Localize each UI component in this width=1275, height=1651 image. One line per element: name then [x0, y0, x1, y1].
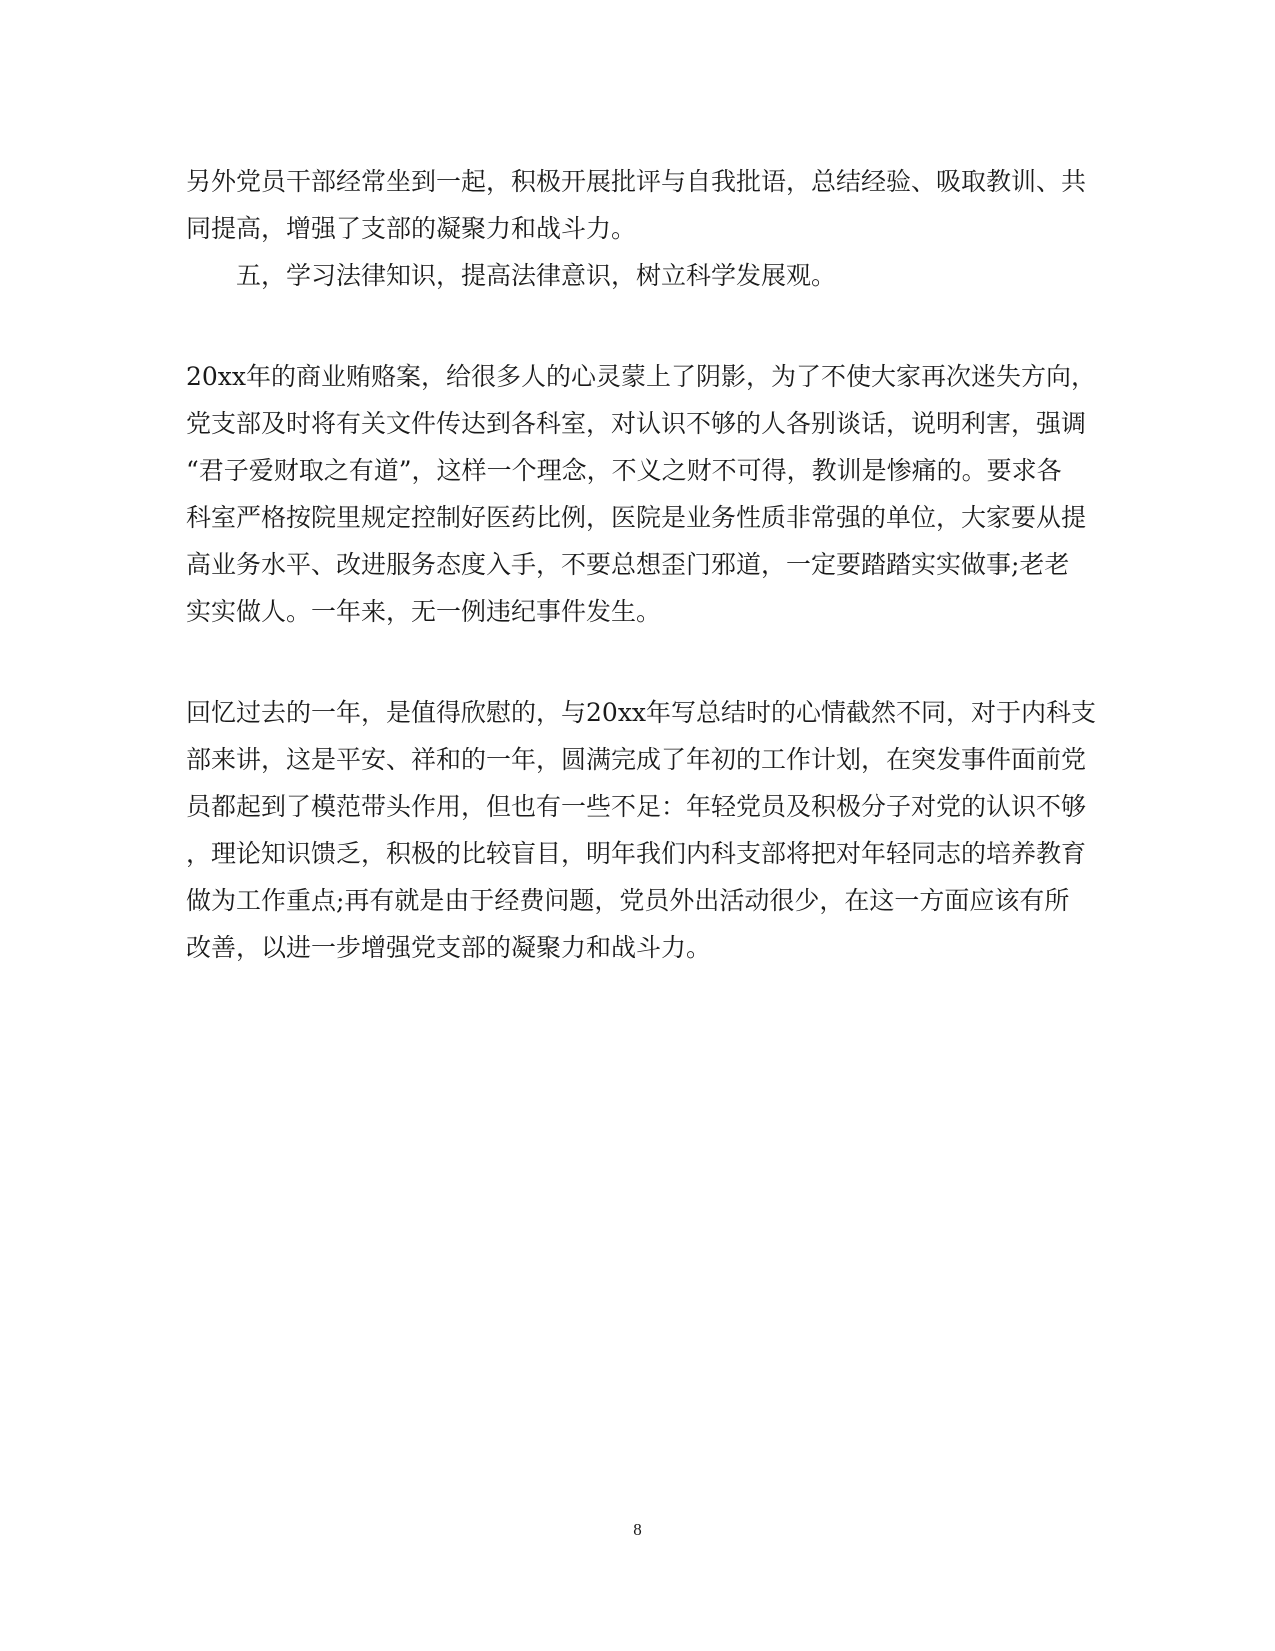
- document-body: [186, 158, 1097, 971]
- paragraph-gap: [186, 299, 1086, 353]
- paragraph-line: 做为工作重点;再有就是由于经费问题，党员外出活动很少，在这一方面应该有所: [186, 886, 1070, 915]
- paragraph-line: 高业务水平、改进服务态度入手，不要总想歪门邪道，一定要踏踏实实做事;老老: [186, 550, 1070, 579]
- paragraph-line: ，理论知识馈乏，积极的比较盲目，明年我们内科支部将把对年轻同志的培养教育: [186, 839, 1087, 868]
- section-heading: 五，学习法律知识，提高法律意识，树立科学发展观。: [236, 261, 837, 290]
- paragraph-line: 部来讲，这是平安、祥和的一年，圆满完成了年初的工作计划，在突发事件面前党: [186, 745, 1087, 774]
- paragraph-line: 20xx年的商业贿赂案，给很多人的心灵蒙上了阴影，为了不使大家再次迷失方向，: [186, 362, 1097, 391]
- paragraph-line: 同提高，增强了支部的凝聚力和战斗力。: [186, 214, 637, 243]
- paragraph-gap: [186, 635, 1086, 689]
- page-number: 8: [633, 1520, 642, 1539]
- paragraph-line: 另外党员干部经常坐到一起，积极开展批评与自我批语，总结经验、吸取教训、共: [186, 167, 1087, 196]
- paragraph-bribery-case: [186, 353, 1097, 635]
- paragraph-line: 实实做人。一年来，无一例违纪事件发生。: [186, 597, 662, 626]
- paragraph-line: “君子爱财取之有道”，这样一个理念，不义之财不可得，教训是惨痛的。要求各: [186, 456, 1062, 485]
- section-heading-five: [186, 252, 1086, 299]
- paragraph-year-review: [186, 689, 1097, 971]
- paragraph-line: 员都起到了模范带头作用，但也有一些不足：年轻党员及积极分子对党的认识不够: [186, 792, 1087, 821]
- paragraph-line: 党支部及时将有关文件传达到各科室，对认识不够的人各别谈话，说明利害，强调: [186, 409, 1087, 438]
- paragraph-line: 科室严格按院里规定控制好医药比例，医院是业务性质非常强的单位，大家要从提: [186, 503, 1087, 532]
- paragraph-line: 回忆过去的一年，是值得欣慰的，与20xx年写总结时的心情截然不同，对于内科支: [186, 698, 1097, 727]
- paragraph-criticism: [186, 158, 1086, 252]
- paragraph-line: 改善，以进一步增强党支部的凝聚力和战斗力。: [186, 933, 712, 962]
